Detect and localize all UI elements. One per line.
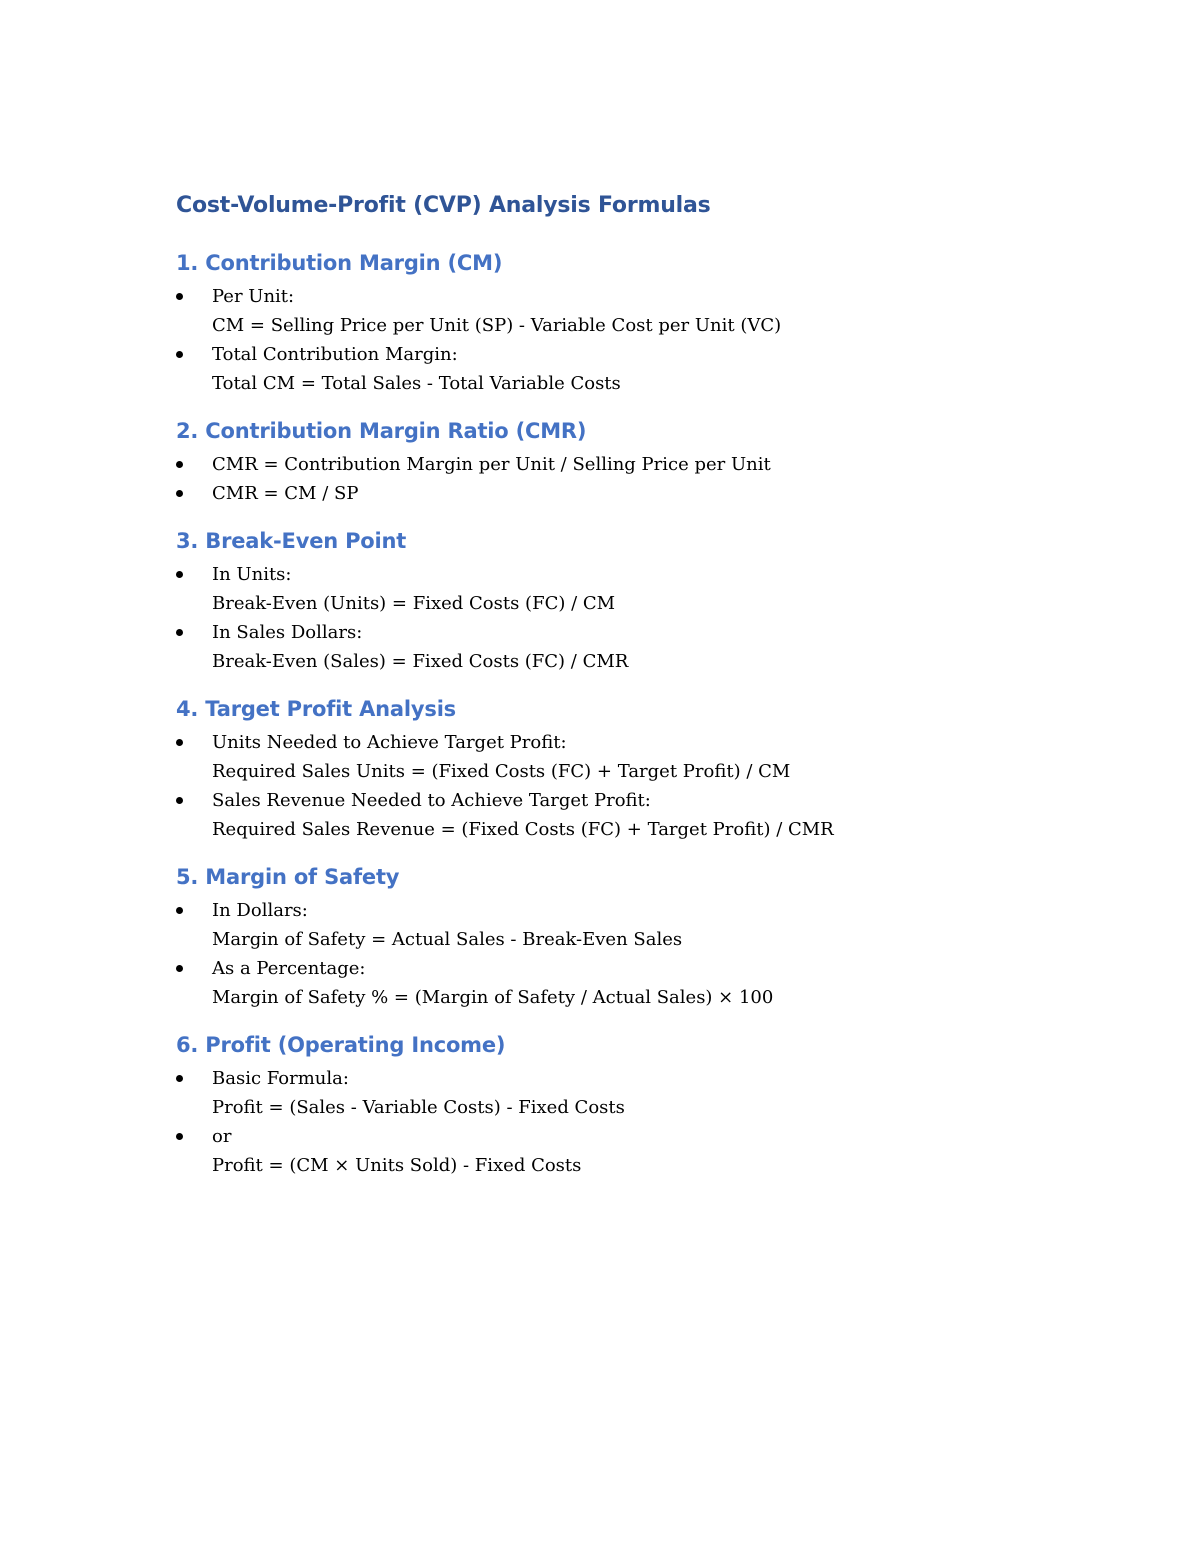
list-item (176, 1122, 1056, 1180)
section-target-profit-analysis (176, 694, 1056, 844)
list-item (176, 479, 1056, 508)
bullet-icon (176, 629, 183, 636)
list-item (176, 786, 1056, 844)
item-formula: Required Sales Units = (Fixed Costs (FC) + Target Profit) / CM (212, 761, 791, 782)
item-label: In Sales Dollars: (212, 622, 363, 643)
section-heading: 4. Target Profit Analysis (176, 697, 456, 721)
list-item (176, 618, 1056, 676)
item-label: Sales Revenue Needed to Achieve Target Profit: (212, 790, 651, 811)
item-label: Total Contribution Margin: (212, 344, 458, 365)
bullet-icon (176, 1075, 183, 1082)
section-heading: 5. Margin of Safety (176, 865, 400, 889)
item-formula: Break-Even (Sales) = Fixed Costs (FC) / CMR (212, 651, 629, 672)
list-item (176, 1064, 1056, 1122)
list-item (176, 954, 1056, 1012)
item-label: CMR = CM / SP (212, 483, 359, 504)
formula-list (176, 450, 1056, 508)
item-label: CMR = Contribution Margin per Unit / Selling Price per Unit (212, 454, 771, 475)
bullet-icon (176, 351, 183, 358)
item-label: As a Percentage: (212, 958, 366, 979)
item-formula: Break-Even (Units) = Fixed Costs (FC) / CM (212, 593, 616, 614)
section-heading: 2. Contribution Margin Ratio (CMR) (176, 419, 587, 443)
bullet-icon (176, 293, 183, 300)
item-formula: Total CM = Total Sales - Total Variable Costs (212, 373, 621, 394)
item-formula: CM = Selling Price per Unit (SP) - Variable Cost per Unit (VC) (212, 315, 782, 336)
section-contribution-margin (176, 248, 1056, 398)
formula-list (176, 728, 1056, 844)
item-formula: Margin of Safety = Actual Sales - Break-Even Sales (212, 929, 683, 950)
bullet-icon (176, 461, 183, 468)
bullet-icon (176, 907, 183, 914)
item-formula: Profit = (CM × Units Sold) - Fixed Costs (212, 1155, 582, 1176)
document-title: Cost-Volume-Profit (CVP) Analysis Formulas (176, 193, 711, 218)
formula-list (176, 896, 1056, 1012)
item-formula: Required Sales Revenue = (Fixed Costs (FC) + Target Profit) / CMR (212, 819, 834, 840)
item-label: In Dollars: (212, 900, 308, 921)
section-break-even-point (176, 526, 1056, 676)
document-content (176, 190, 1056, 1198)
item-formula: Margin of Safety % = (Margin of Safety / Actual Sales) × 100 (212, 987, 774, 1008)
formula-list (176, 1064, 1056, 1180)
list-item (176, 896, 1056, 954)
list-item (176, 282, 1056, 340)
item-label: Units Needed to Achieve Target Profit: (212, 732, 567, 753)
list-item (176, 728, 1056, 786)
formula-list (176, 282, 1056, 398)
item-formula: Profit = (Sales - Variable Costs) - Fixed Costs (212, 1097, 625, 1118)
section-heading: 3. Break-Even Point (176, 529, 407, 553)
section-margin-of-safety (176, 862, 1056, 1012)
bullet-icon (176, 571, 183, 578)
item-label: or (212, 1126, 232, 1147)
list-item (176, 560, 1056, 618)
item-label: In Units: (212, 564, 292, 585)
bullet-icon (176, 490, 183, 497)
item-label: Basic Formula: (212, 1068, 349, 1089)
section-heading: 6. Profit (Operating Income) (176, 1033, 506, 1057)
bullet-icon (176, 739, 183, 746)
item-label: Per Unit: (212, 286, 295, 307)
section-contribution-margin-ratio (176, 416, 1056, 508)
list-item (176, 450, 1056, 479)
section-profit-operating-income (176, 1030, 1056, 1180)
list-item (176, 340, 1056, 398)
bullet-icon (176, 797, 183, 804)
section-heading: 1. Contribution Margin (CM) (176, 251, 503, 275)
bullet-icon (176, 1133, 183, 1140)
formula-list (176, 560, 1056, 676)
bullet-icon (176, 965, 183, 972)
